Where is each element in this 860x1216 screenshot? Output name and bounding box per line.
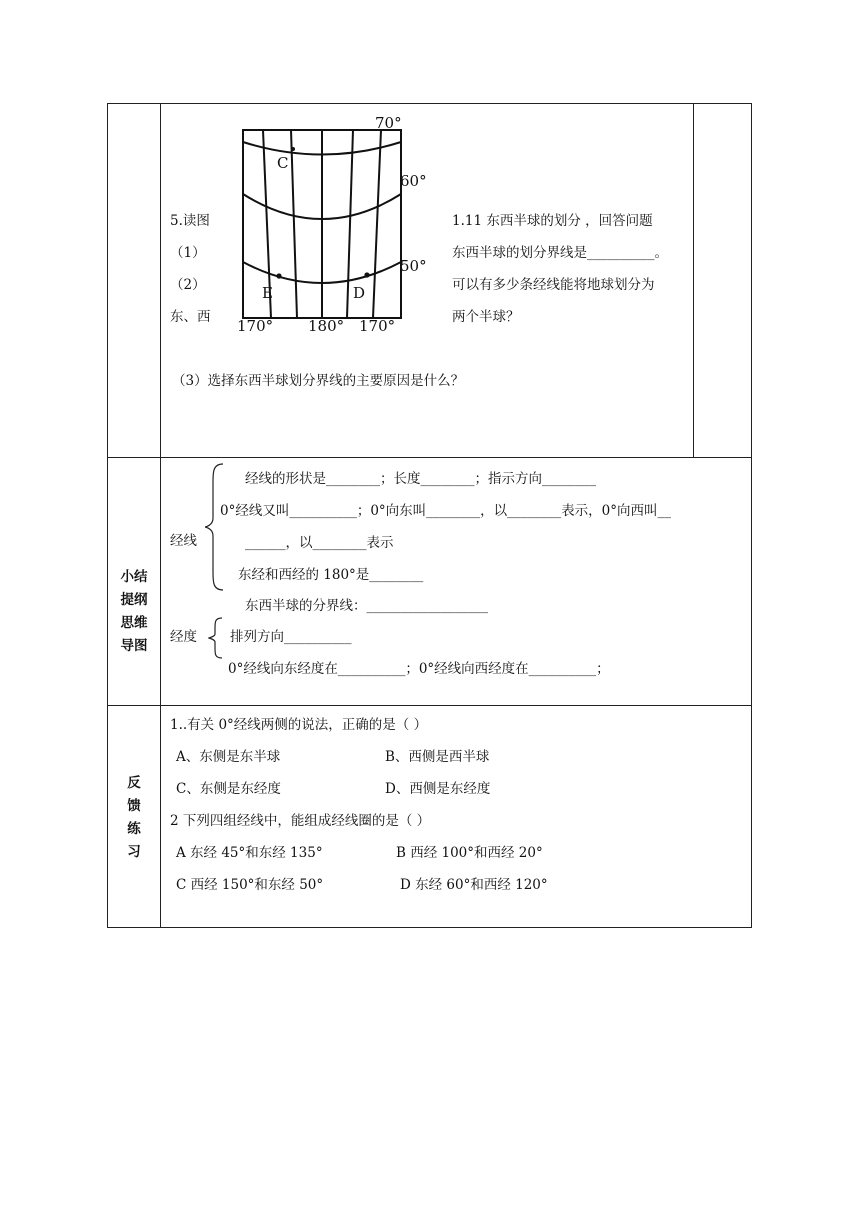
label-e: E — [262, 284, 273, 302]
q5-left-4: 东、西 — [170, 309, 211, 325]
feedback-q2-option-a: A 东经 45°和东经 135° — [176, 845, 323, 861]
feedback-q2: 2 下列四组经线中，能组成经线圈的是（ ） — [170, 813, 431, 829]
row-divider-2 — [107, 705, 752, 706]
q5-right-2: 东西半球的划分界线是__________。 — [452, 245, 668, 261]
q5-left-2: （1） — [170, 245, 206, 261]
point-e-dot — [276, 273, 281, 278]
q5-left-1: 5.读图 — [170, 213, 210, 229]
q5-right-4: 两个半球？ — [452, 309, 520, 325]
summary-label — [110, 566, 158, 658]
graticule-map — [235, 112, 435, 332]
summary-label-line-1: 小结 — [120, 569, 148, 585]
label-60: 60° — [400, 172, 427, 190]
q5-right-3: 可以有多少条经线能将地球划分为 — [452, 277, 655, 293]
summary-line-5: 东西半球的分界线：__________________ — [245, 598, 488, 614]
feedback-label-line-3: 练 — [127, 821, 141, 837]
summary-line-4: 东经和西经的 180°是________ — [238, 567, 424, 583]
feedback-q1-option-c: C、东侧是东经度 — [176, 781, 281, 797]
brace-jingdu — [208, 616, 224, 660]
column-divider-right — [693, 103, 694, 457]
q5-right-1: 1.11 东西半球的划分 ，回答问题 — [452, 213, 653, 229]
label-c: C — [277, 154, 289, 172]
feedback-q2-option-b: B 西经 100°和西经 20° — [396, 845, 543, 861]
q5-question-3: （3）选择东西半球划分界线的主要原因是什么？ — [172, 373, 465, 389]
feedback-q1: 1..有关 0°经线两侧的说法，正确的是（ ） — [170, 717, 428, 733]
summary-label-line-3: 思维 — [120, 615, 148, 631]
label-70: 70° — [375, 114, 402, 132]
q5-left-3: （2） — [170, 277, 206, 293]
column-divider-left — [160, 103, 161, 928]
feedback-label-line-4: 习 — [127, 844, 141, 860]
label-170-right: 170° — [359, 317, 396, 332]
feedback-q1-option-a: A、东侧是东半球 — [176, 749, 281, 765]
label-170-left: 170° — [237, 317, 274, 332]
row-divider-1 — [107, 457, 752, 458]
brace-jingxian — [205, 462, 225, 592]
label-50: 50° — [400, 257, 427, 275]
summary-label-line-2: 提纲 — [120, 592, 148, 608]
point-d-dot — [364, 272, 369, 277]
meridian-5 — [373, 130, 381, 318]
jingxian-heading: 经线 — [170, 533, 197, 549]
summary-line-7: 0°经线向东经度在__________；0°经线向西经度在__________； — [228, 661, 610, 677]
meridian-2 — [291, 130, 297, 318]
point-c-dot — [291, 147, 295, 151]
summary-line-1: 经线的形状是________；长度________；指示方向________ — [245, 471, 596, 487]
label-d: D — [353, 284, 366, 302]
summary-label-line-4: 导图 — [120, 638, 148, 654]
summary-line-2: 0°经线又叫__________；0°向东叫________，以________表示，0°向西叫__ — [220, 503, 672, 519]
jingdu-heading: 经度 — [170, 629, 197, 645]
summary-line-6: 排列方向__________ — [230, 629, 352, 645]
feedback-q1-option-b: B、西侧是西半球 — [385, 749, 490, 765]
summary-line-3: ______，以________表示 — [245, 535, 394, 551]
feedback-label-line-2: 馈 — [127, 798, 141, 814]
feedback-q2-option-d: D 东经 60°和西经 120° — [400, 877, 548, 893]
label-180: 180° — [308, 317, 345, 332]
feedback-q1-option-d: D、西侧是东经度 — [385, 781, 491, 797]
feedback-q2-option-c: C 西经 150°和东经 50° — [176, 877, 324, 893]
feedback-label — [110, 772, 158, 864]
feedback-label-line-1: 反 — [127, 775, 141, 791]
